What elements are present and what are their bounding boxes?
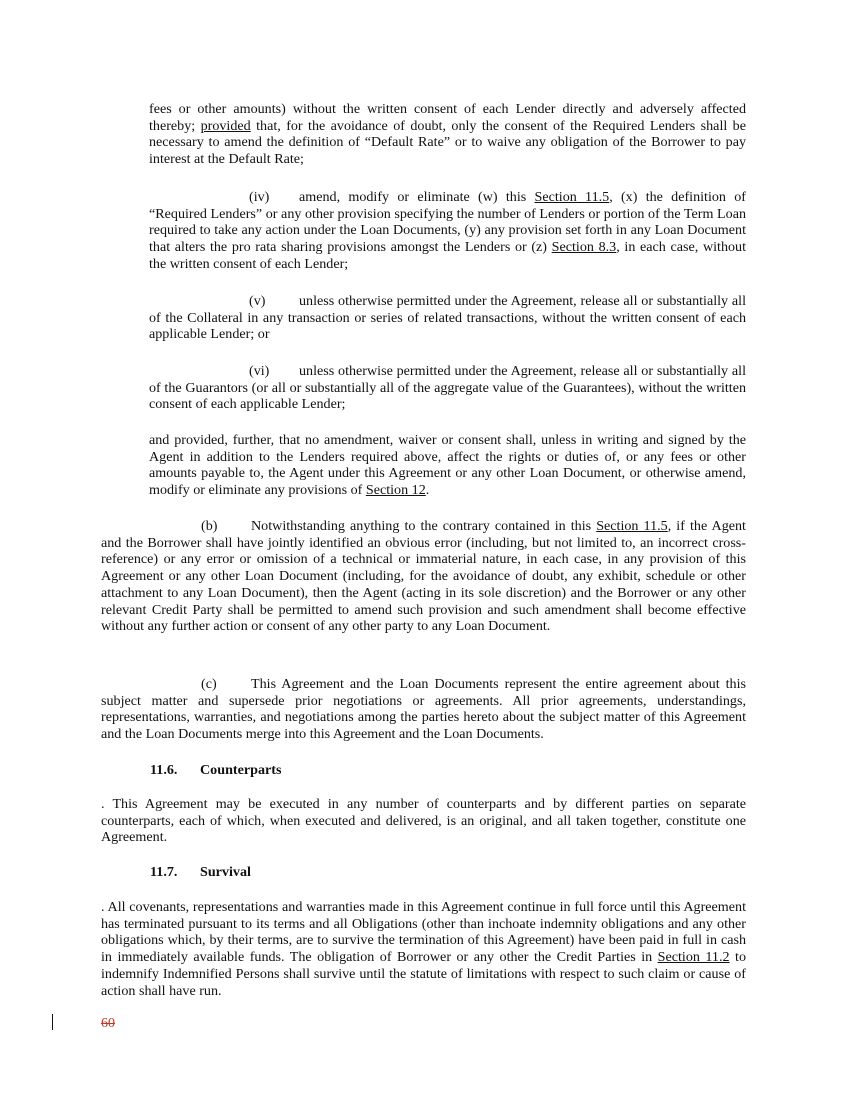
clause-vi-marker: (vi) — [249, 363, 270, 379]
proviso-paragraph — [149, 432, 746, 499]
heading-11-7-number: 11.7. — [150, 864, 178, 880]
clause-iv-text-b: , (x) the definition of “Required Lenders” or any other provision specifying the number of Lenders or portion of the Term Loan required to take any action under the Loan Documents, (y) any provision set forth in any Loan Document that alters the pro rata sharing provisions amongst the Lenders or (z) — [149, 189, 746, 256]
default-rate-text-a: fees or other amounts) without the written consent of each Lender directly and adversely affected thereby; — [149, 101, 746, 134]
heading-11-6-number: 11.6. — [150, 762, 178, 778]
paragraph-c-marker: (c) — [201, 676, 217, 692]
section-11-5-link[interactable]: Section 11.5 — [534, 189, 610, 205]
proviso-text-b: . — [425, 482, 430, 499]
clause-iv-marker: (iv) — [249, 189, 270, 205]
clause-v — [149, 293, 746, 343]
paragraph-b-text-b: , if the Agent and the Borrower shall have jointly identified an obvious error (including, but not limited to, an incorrect cross-reference) or any error or omission of a technical or immaterial nature, in each case, in any provision of this Agreement or any other Loan Document (including, for the avoidance of doubt, any exhibit, schedule or other attachment to any Loan Document), then the Agent (acting in its sole discretion) and the Borrower or any other relevant Credit Party shall be permitted to amend such provision and such amendment shall become effective without any further action or consent of any other party to any Loan Document. — [101, 518, 746, 635]
paragraph-b-marker: (b) — [201, 518, 218, 534]
heading-11-7-title: Survival — [200, 864, 251, 880]
paragraph-b-text-a: Notwithstanding anything to the contrary contained in this — [251, 518, 597, 534]
section-12-link[interactable]: Section 12 — [365, 482, 426, 499]
paragraph-c-text: This Agreement and the Loan Documents represent the entire agreement about this subject matter and supersede prior negotiations or agreements. All prior agreements, understandings, representations, warranties, and negotiations among the parties hereto about the subject matter of this Agreement and the Loan Documents merge into this Agreement and the Loan Documents. — [101, 676, 746, 743]
section-8-3-link[interactable]: Section 8.3 — [551, 239, 617, 256]
clause-vi — [149, 363, 746, 413]
change-bar — [52, 1014, 53, 1030]
survival-text-b: to indemnify Indemnified Persons shall survive until the statute of limitations with respect to such claim or cause of action shall have run. — [101, 949, 746, 999]
paragraph-default-rate — [149, 101, 746, 168]
clause-v-marker: (v) — [249, 293, 266, 309]
clause-vi-text: unless otherwise permitted under the Agreement, release all or substantially all of the Guarantors (or all or substantially all of the aggregate value of the Guarantees), without the written consent of each applicable Lender; — [149, 363, 746, 413]
section-11-2-link[interactable]: Section 11.2 — [657, 949, 730, 966]
heading-11-7 — [150, 864, 251, 881]
survival-paragraph — [101, 899, 746, 999]
provided-word: provided — [200, 117, 251, 134]
page-number: 60 — [101, 1016, 115, 1031]
clause-iv — [149, 189, 746, 273]
default-rate-text-b: that, for the avoidance of doubt, only the consent of the Required Lenders shall be necessary to amend the definition of “Default Rate” or to waive any obligation of the Borrower to pay interest at the Default Rate; — [149, 117, 746, 168]
counterparts-paragraph — [101, 796, 746, 846]
counterparts-text: . This Agreement may be executed in any number of counterparts and by different parties on separate counterparts, each of which, when executed and delivered, is an original, and all taken together, constitute one Agreement. — [101, 796, 746, 846]
clause-v-text: unless otherwise permitted under the Agreement, release all or substantially all of the Collateral in any transaction or series of related transactions, without the written consent of each applicable Lender; or — [149, 293, 746, 343]
paragraph-b — [101, 518, 746, 635]
proviso-text-a: and provided, further, that no amendment, waiver or consent shall, unless in writing and signed by the Agent in addition to the Lenders required above, affect the rights or duties of, or any fees or other amounts payable to, the Agent under this Agreement or any other Loan Document, or otherwise amend, modify or eliminate any provisions of — [149, 432, 746, 499]
heading-11-6 — [150, 762, 281, 779]
section-11-5-link-b[interactable]: Section 11.5 — [596, 518, 668, 534]
clause-iv-text-c: , in each case, without the written consent of each Lender; — [149, 239, 747, 272]
heading-11-6-title: Counterparts — [200, 762, 282, 778]
clause-iv-text-a: amend, modify or eliminate (w) this — [299, 189, 535, 205]
paragraph-c — [101, 676, 746, 743]
survival-text-a: . All covenants, representations and warranties made in this Agreement continue in full force until this Agreement has terminated pursuant to its terms and all Obligations (other than inchoate indemnity obligations and any other obligations which, by their terms, are to survive the termination of this Agreement) have been paid in full in cash in immediately available funds. The obligation of Borrower or any other the Credit Parties in — [101, 899, 746, 966]
